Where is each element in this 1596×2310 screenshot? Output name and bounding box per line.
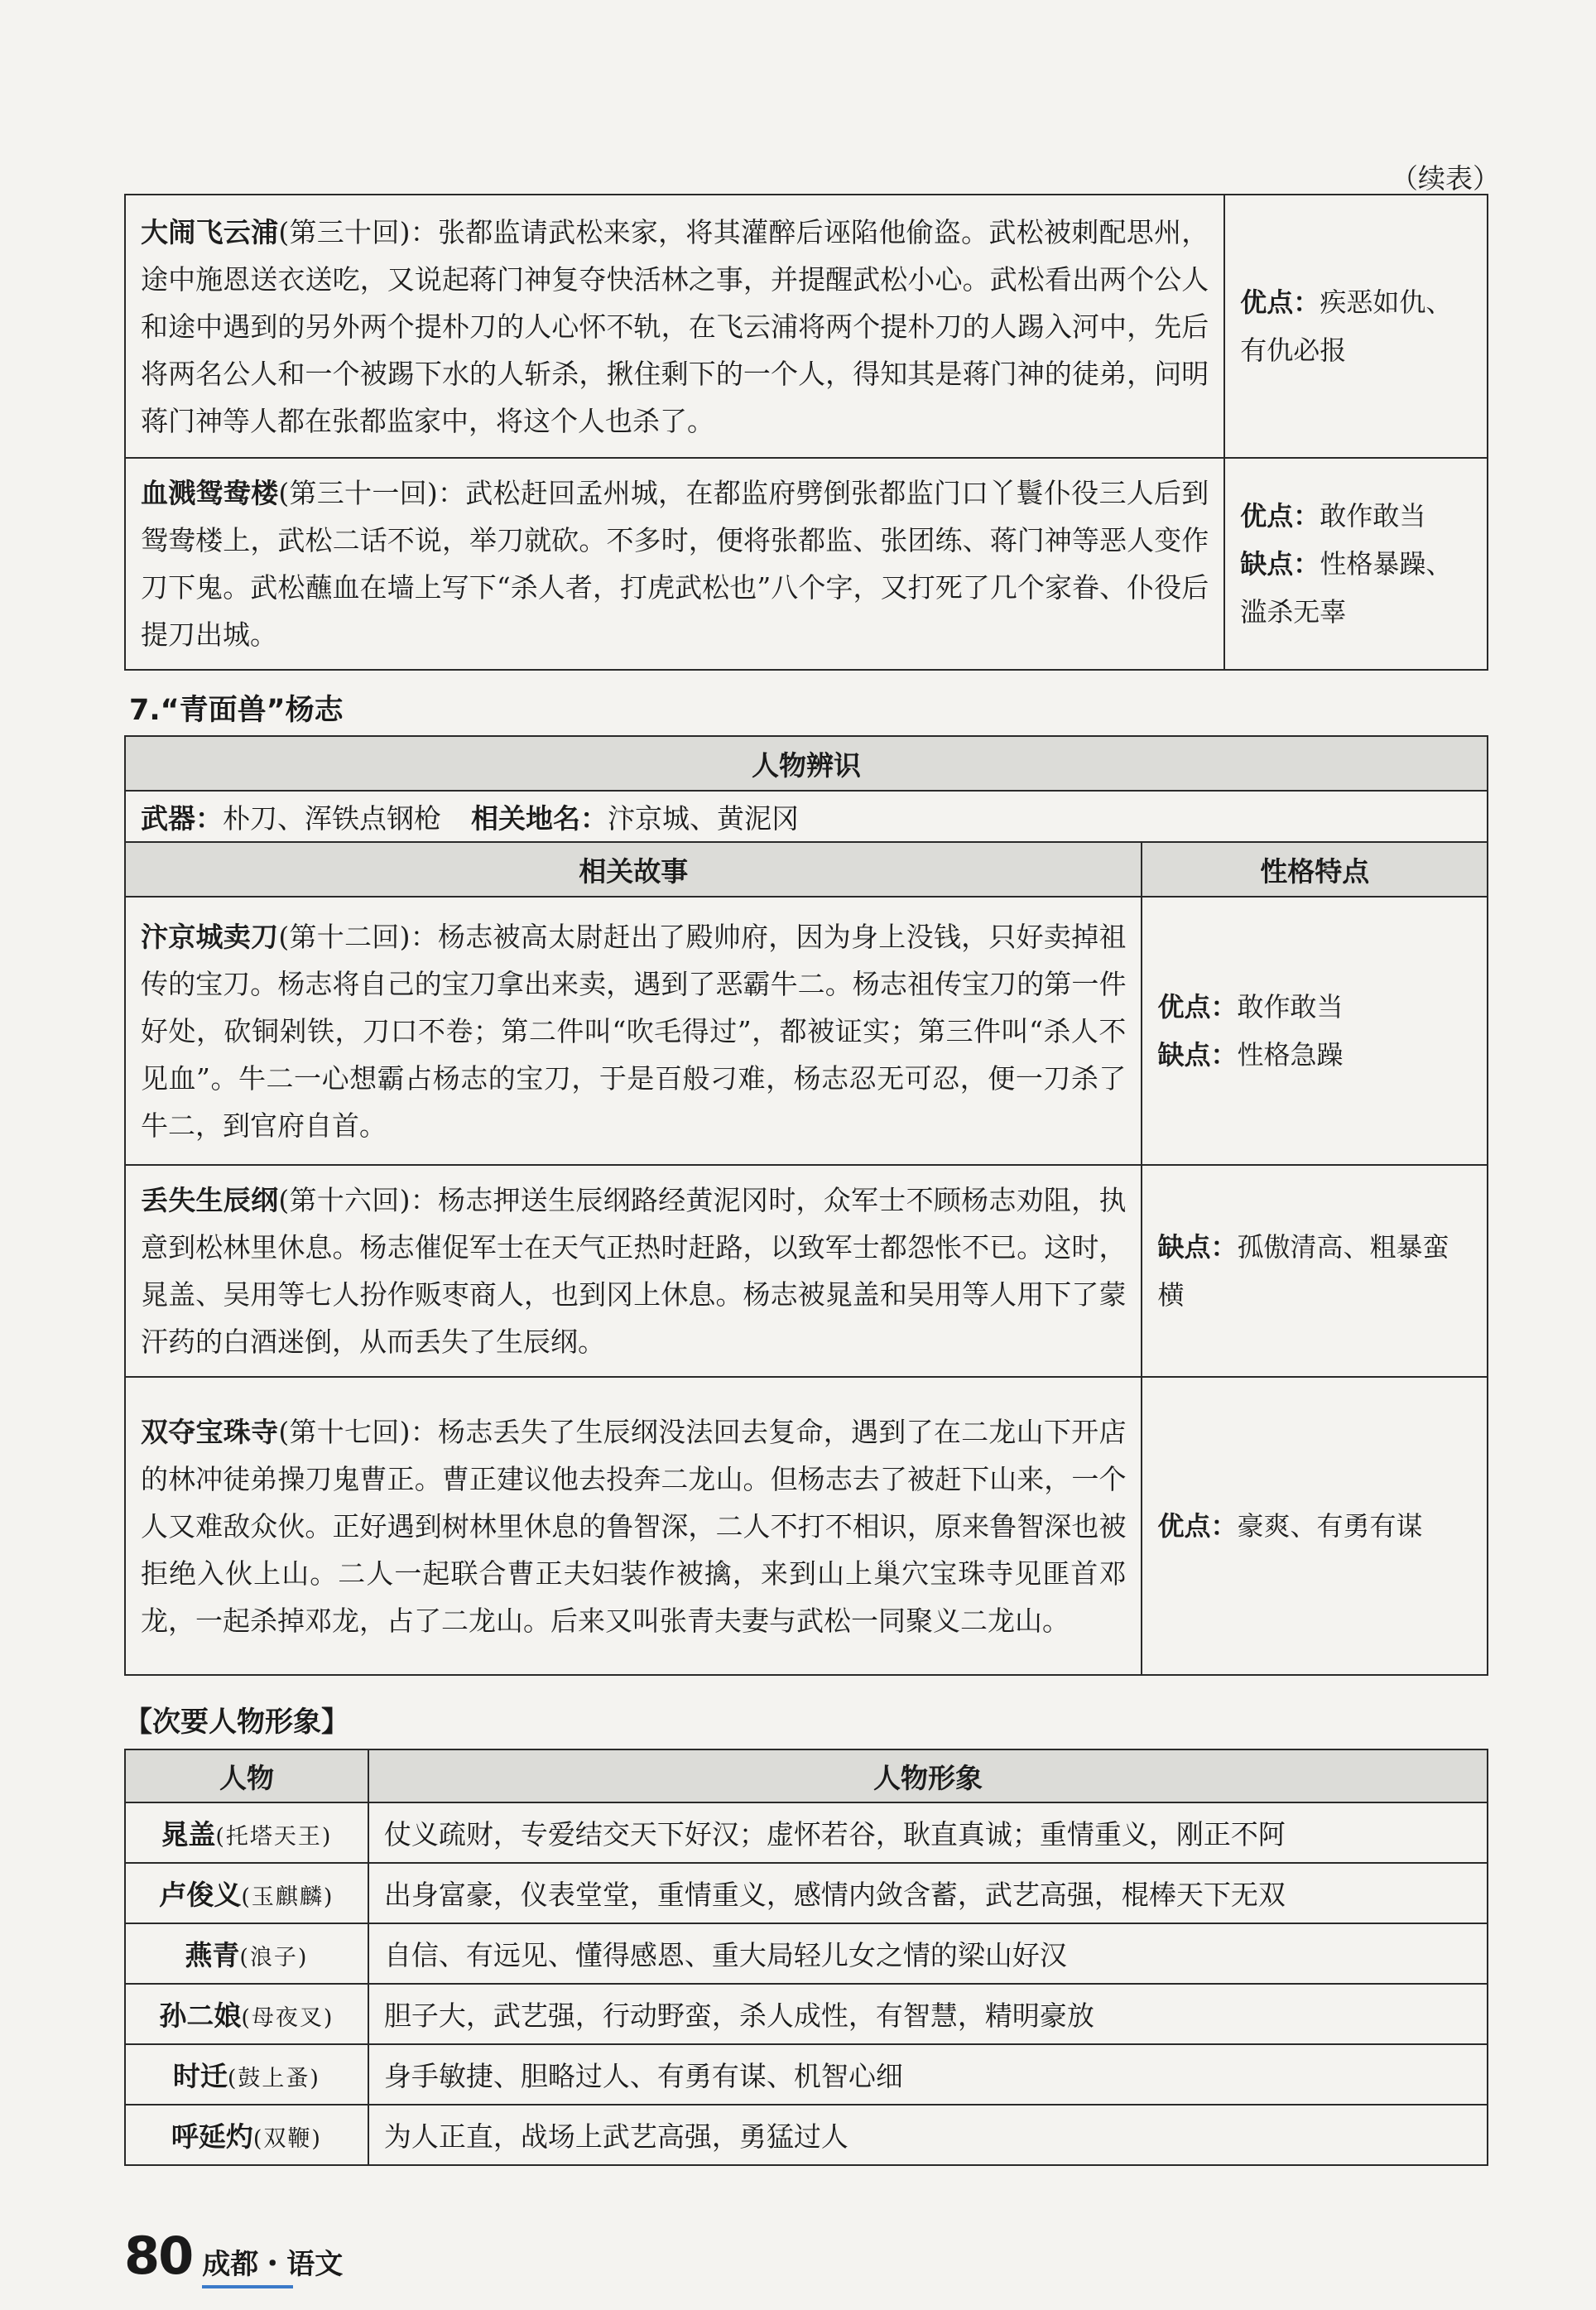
traits-cell xyxy=(1224,458,1488,670)
page-footer xyxy=(124,2226,343,2286)
trait-label: 优点： xyxy=(1240,500,1320,532)
story-text: (第十七回)：杨志丢失了生辰纲没法回去复命，遇到了在二龙山下开店的林冲徒弟操刀鬼曹正。曹正建议他去投奔二龙山。但杨志去了被赶下山来，一个人又难敌众伙。正好遇到树林里休息的鲁智深，二人不打不相识，原来鲁智深也被拒绝入伙上山。二人一起联合曹正夫妇装作被擒，来到山上巢穴宝珠寺见匪首邓龙，一起杀掉邓龙，占了二龙山。后来又叫张青夫妻与武松一同聚义二龙山。 xyxy=(141,1415,1127,1637)
story-cell xyxy=(125,195,1224,458)
table-header-row xyxy=(125,842,1488,897)
trait-text: 性格暴躁、滥杀无辜 xyxy=(1240,548,1453,628)
character-nickname: (母夜叉) xyxy=(241,2005,334,2031)
trait-label: 优点： xyxy=(1157,1510,1238,1542)
table-row xyxy=(125,1377,1488,1675)
character-name-cell xyxy=(125,1923,368,1984)
character-name-cell xyxy=(125,2105,368,2165)
character-nickname: (双鞭) xyxy=(252,2126,322,2152)
character-name: 时迁 xyxy=(172,2060,228,2092)
yangzhi-table xyxy=(124,735,1488,1676)
character-id-header: 人物辨识 xyxy=(125,736,1488,791)
table-row xyxy=(125,195,1488,458)
trait-label: 缺点： xyxy=(1157,1231,1238,1263)
story-title: 大闹飞云浦 xyxy=(141,215,279,248)
character-name: 卢俊义 xyxy=(159,1879,242,1911)
table-row xyxy=(125,1863,1488,1923)
story-cell xyxy=(125,897,1142,1165)
story-title: 血溅鸳鸯楼 xyxy=(141,477,279,509)
section-title-yangzhi: 7.“青面兽”杨志 xyxy=(129,694,344,727)
character-name-cell xyxy=(125,1863,368,1923)
trait-label: 缺点： xyxy=(1157,1039,1238,1071)
table-header-row xyxy=(125,736,1488,791)
trait-label: 缺点： xyxy=(1240,548,1320,580)
table-row xyxy=(125,1802,1488,1863)
character-description: 仗义疏财，专爱结交天下好汉；虚怀若谷，耿直真诚；重情重义，刚正不阿 xyxy=(368,1802,1488,1863)
weapon-label: 武器： xyxy=(141,801,223,835)
trait-label: 优点： xyxy=(1157,991,1238,1023)
story-text: (第十六回)：杨志押送生辰纲路经黄泥冈时，众军士不顾杨志劝阻，执意到松林里休息。杨志催促军士在天气正热时赶路，以致军士都怨怅不已。这时，晁盖、吴用等七人扮作贩枣商人，也到冈上休息。杨志被晁盖和吴用等人用下了蒙汗药的白酒迷倒，从而丢失了生辰纲。 xyxy=(141,1184,1127,1358)
weapon-value: 朴刀、浑铁点钢枪 xyxy=(223,801,441,835)
character-name-cell xyxy=(125,1802,368,1863)
continued-label: （续表） xyxy=(1391,162,1500,195)
table-header-row xyxy=(125,1749,1488,1802)
table-row xyxy=(125,1165,1488,1377)
table-row xyxy=(125,1923,1488,1984)
story-title: 汴京城卖刀 xyxy=(141,920,279,953)
trait-text: 性格急躁 xyxy=(1237,1039,1344,1071)
place-value: 汴京城、黄泥冈 xyxy=(608,801,799,835)
character-name-cell xyxy=(125,1984,368,2044)
character-name: 晁盖 xyxy=(161,1818,216,1850)
character-nickname: (浪子) xyxy=(239,1945,309,1971)
character-description: 出身富豪，仪表堂堂，重情重义，感情内敛含蓄，武艺高强，棍棒天下无双 xyxy=(368,1863,1488,1923)
trait-label: 优点： xyxy=(1240,286,1320,318)
character-name: 呼延灼 xyxy=(171,2120,253,2153)
place-label: 相关地名： xyxy=(471,801,608,835)
table-row xyxy=(125,2044,1488,2105)
story-text: (第三十回)：张都监请武松来家，将其灌醉后诬陷他偷盗。武松被刺配思州，途中施恩送衣送吃，又说起蒋门神复夺快活林之事，并提醒武松小心。武松看出两个公人和途中遇到的另外两个提朴刀的人心怀不轨，在飞云浦将两个提朴刀的人踢入河中，先后将两名公人和一个被踢下水的人斩杀，揪住剩下的一个人，得知其是蒋门神的徒弟，问明蒋门神等人都在张都监家中，将这个人也杀了。 xyxy=(141,215,1209,437)
minor-characters-table xyxy=(124,1749,1488,2166)
character-name-cell xyxy=(125,2044,368,2105)
character-name: 燕青 xyxy=(185,1939,240,1971)
story-text: (第三十一回)：武松赶回孟州城，在都监府劈倒张都监门口丫鬟仆役三人后到鸳鸯楼上，武松二话不说，举刀就砍。不多时，便将张都监、张团练、蒋门神等恶人变作刀下鬼。武松蘸血在墙上写下“杀人者，打虎武松也”八个字，又打死了几个家眷、仆役后提刀出城。 xyxy=(141,477,1209,651)
col-header-traits: 性格特点 xyxy=(1142,842,1488,897)
character-nickname: (托塔天王) xyxy=(215,1824,333,1850)
book-name: 成都・语文 xyxy=(202,2241,343,2282)
table-row xyxy=(125,458,1488,670)
character-nickname: (玉麒麟) xyxy=(241,1884,334,1910)
trait-text: 敢作敢当 xyxy=(1237,991,1344,1023)
traits-cell xyxy=(1224,195,1488,458)
traits-cell xyxy=(1142,1377,1488,1675)
traits-cell xyxy=(1142,897,1488,1165)
story-text: (第十二回)：杨志被高太尉赶出了殿帅府，因为身上没钱，只好卖掉祖传的宝刀。杨志将自己的宝刀拿出来卖，遇到了恶霸牛二。杨志祖传宝刀的第一件好处，砍铜剁铁，刀口不卷；第二件叫“吹毛得过”，都被证实；第三件叫“杀人不见血”。牛二一心想霸占杨志的宝刀，于是百般刁难，杨志忍无可忍，便一刀杀了牛二，到官府自首。 xyxy=(141,920,1127,1142)
story-title: 双夺宝珠寺 xyxy=(141,1415,279,1448)
trait-text: 孤傲清高、粗暴蛮横 xyxy=(1157,1231,1449,1311)
character-description: 身手敏捷、胆略过人、有勇有谋、机智心细 xyxy=(368,2044,1488,2105)
col-header-image: 人物形象 xyxy=(368,1749,1488,1802)
story-cell xyxy=(125,458,1224,670)
character-nickname: (鼓上蚤) xyxy=(227,2066,320,2091)
character-description: 为人正直，战场上武艺高强，勇猛过人 xyxy=(368,2105,1488,2165)
trait-text: 敢作敢当 xyxy=(1320,500,1426,532)
character-name: 孙二娘 xyxy=(159,2000,242,2032)
character-description: 自信、有远见、懂得感恩、重大局轻儿女之情的梁山好汉 xyxy=(368,1923,1488,1984)
table-row xyxy=(125,2105,1488,2165)
table-row xyxy=(125,897,1488,1165)
story-cell xyxy=(125,1165,1142,1377)
character-description: 胆子大，武艺强，行动野蛮，杀人成性，有智慧，精明豪放 xyxy=(368,1984,1488,2044)
story-title: 丢失生辰纲 xyxy=(141,1184,279,1216)
story-cell xyxy=(125,1377,1142,1675)
traits-cell xyxy=(1142,1165,1488,1377)
col-header-story: 相关故事 xyxy=(125,842,1142,897)
info-cell xyxy=(125,791,1488,842)
page-number: 80 xyxy=(124,2226,193,2286)
trait-text: 疾恶如仇、有仇必报 xyxy=(1240,286,1453,366)
minor-characters-title: 【次要人物形象】 xyxy=(124,1706,349,1739)
col-header-name: 人物 xyxy=(125,1749,368,1802)
info-row xyxy=(125,791,1488,842)
wusong-stories-table xyxy=(124,194,1488,671)
trait-text: 豪爽、有勇有谋 xyxy=(1237,1510,1423,1542)
table-row xyxy=(125,1984,1488,2044)
